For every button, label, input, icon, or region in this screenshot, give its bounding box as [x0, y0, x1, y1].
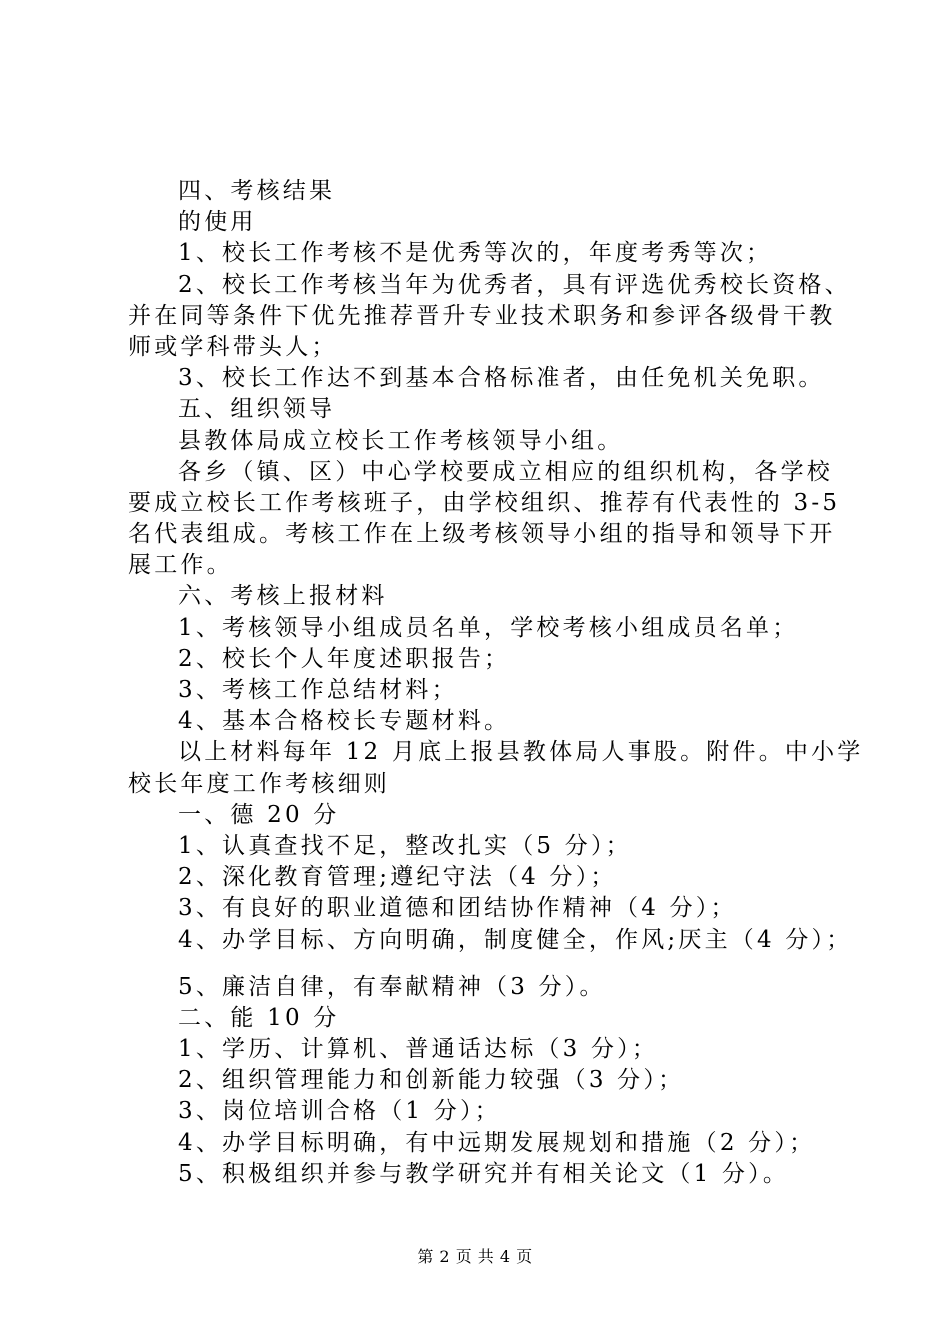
list-item: 2、深化教育管理;遵纪守法（4 分）；	[178, 864, 617, 891]
paragraph: 县教体局成立校长工作考核领导小组。	[178, 427, 624, 454]
spacer	[128, 956, 848, 972]
section-heading: 六、考核上报材料	[178, 583, 388, 610]
list-item: 4、基本合格校长专题材料。	[178, 708, 511, 735]
list-item: 1、认真查找不足，整改扎实（5 分）；	[178, 832, 632, 859]
list-item: 3、校长工作达不到基本合格标准者，由任免机关免职。	[178, 365, 825, 392]
list-item: 3、有良好的职业道德和团结协作精神（4 分）；	[178, 895, 737, 922]
list-item: 3、考核工作总结材料；	[178, 677, 458, 703]
section-heading: 一、德 20 分	[178, 801, 340, 828]
section-heading: 二、能 10 分	[178, 1004, 340, 1031]
list-item: 2、校长个人年度述职报告；	[178, 645, 511, 672]
page-number: 第 2 页 共 4 页	[417, 1247, 533, 1266]
list-item: 1、校长工作考核不是优秀等次的，年度考秀等次；	[178, 240, 773, 267]
section-heading: 五、组织领导	[178, 396, 336, 423]
section-heading: 四、考核结果	[178, 178, 336, 204]
text-line: 要成立校长工作考核班子，由学校组织、推荐有代表性的 3-5	[128, 489, 841, 516]
list-item: 2、校长工作考核当年为优秀者，具有评选优秀校长资格、	[178, 271, 851, 298]
text-line: 的使用	[178, 209, 257, 236]
text-line: 并在同等条件下优先推荐晋升专业技术职务和参评各级骨干教	[128, 302, 836, 329]
list-item: 1、学历、计算机、普通话达标（3 分）；	[178, 1036, 659, 1063]
list-item: 3、岗位培训合格（1 分）；	[178, 1098, 501, 1125]
list-item: 4、办学目标明确，有中远期发展规划和措施（2 分）；	[178, 1129, 816, 1156]
text-line: 展工作。	[128, 552, 233, 579]
list-item: 2、组织管理能力和创新能力较强（3 分）；	[178, 1067, 685, 1094]
list-item: 4、办学目标、方向明确，制度健全，作风;厌主（4 分）；	[178, 926, 853, 953]
paragraph: 各乡（镇、区）中心学校要成立相应的组织机构，各学校	[178, 458, 833, 485]
text-line: 师或学科带头人；	[128, 333, 338, 360]
paragraph: 以上材料每年 12 月底上报县教体局人事股。附件。中小学	[178, 739, 864, 766]
list-item: 1、考核领导小组成员名单，学校考核小组成员名单；	[178, 614, 799, 641]
text-line: 校长年度工作考核细则	[128, 770, 390, 797]
text-line: 名代表组成。考核工作在上级考核领导小组的指导和领导下开	[128, 521, 836, 548]
list-item: 5、廉洁自律，有奉献精神（3 分）。	[178, 973, 606, 1000]
document-body	[128, 176, 864, 1190]
list-item: 5、积极组织并参与教学研究并有相关论文（1 分）。	[178, 1160, 790, 1187]
